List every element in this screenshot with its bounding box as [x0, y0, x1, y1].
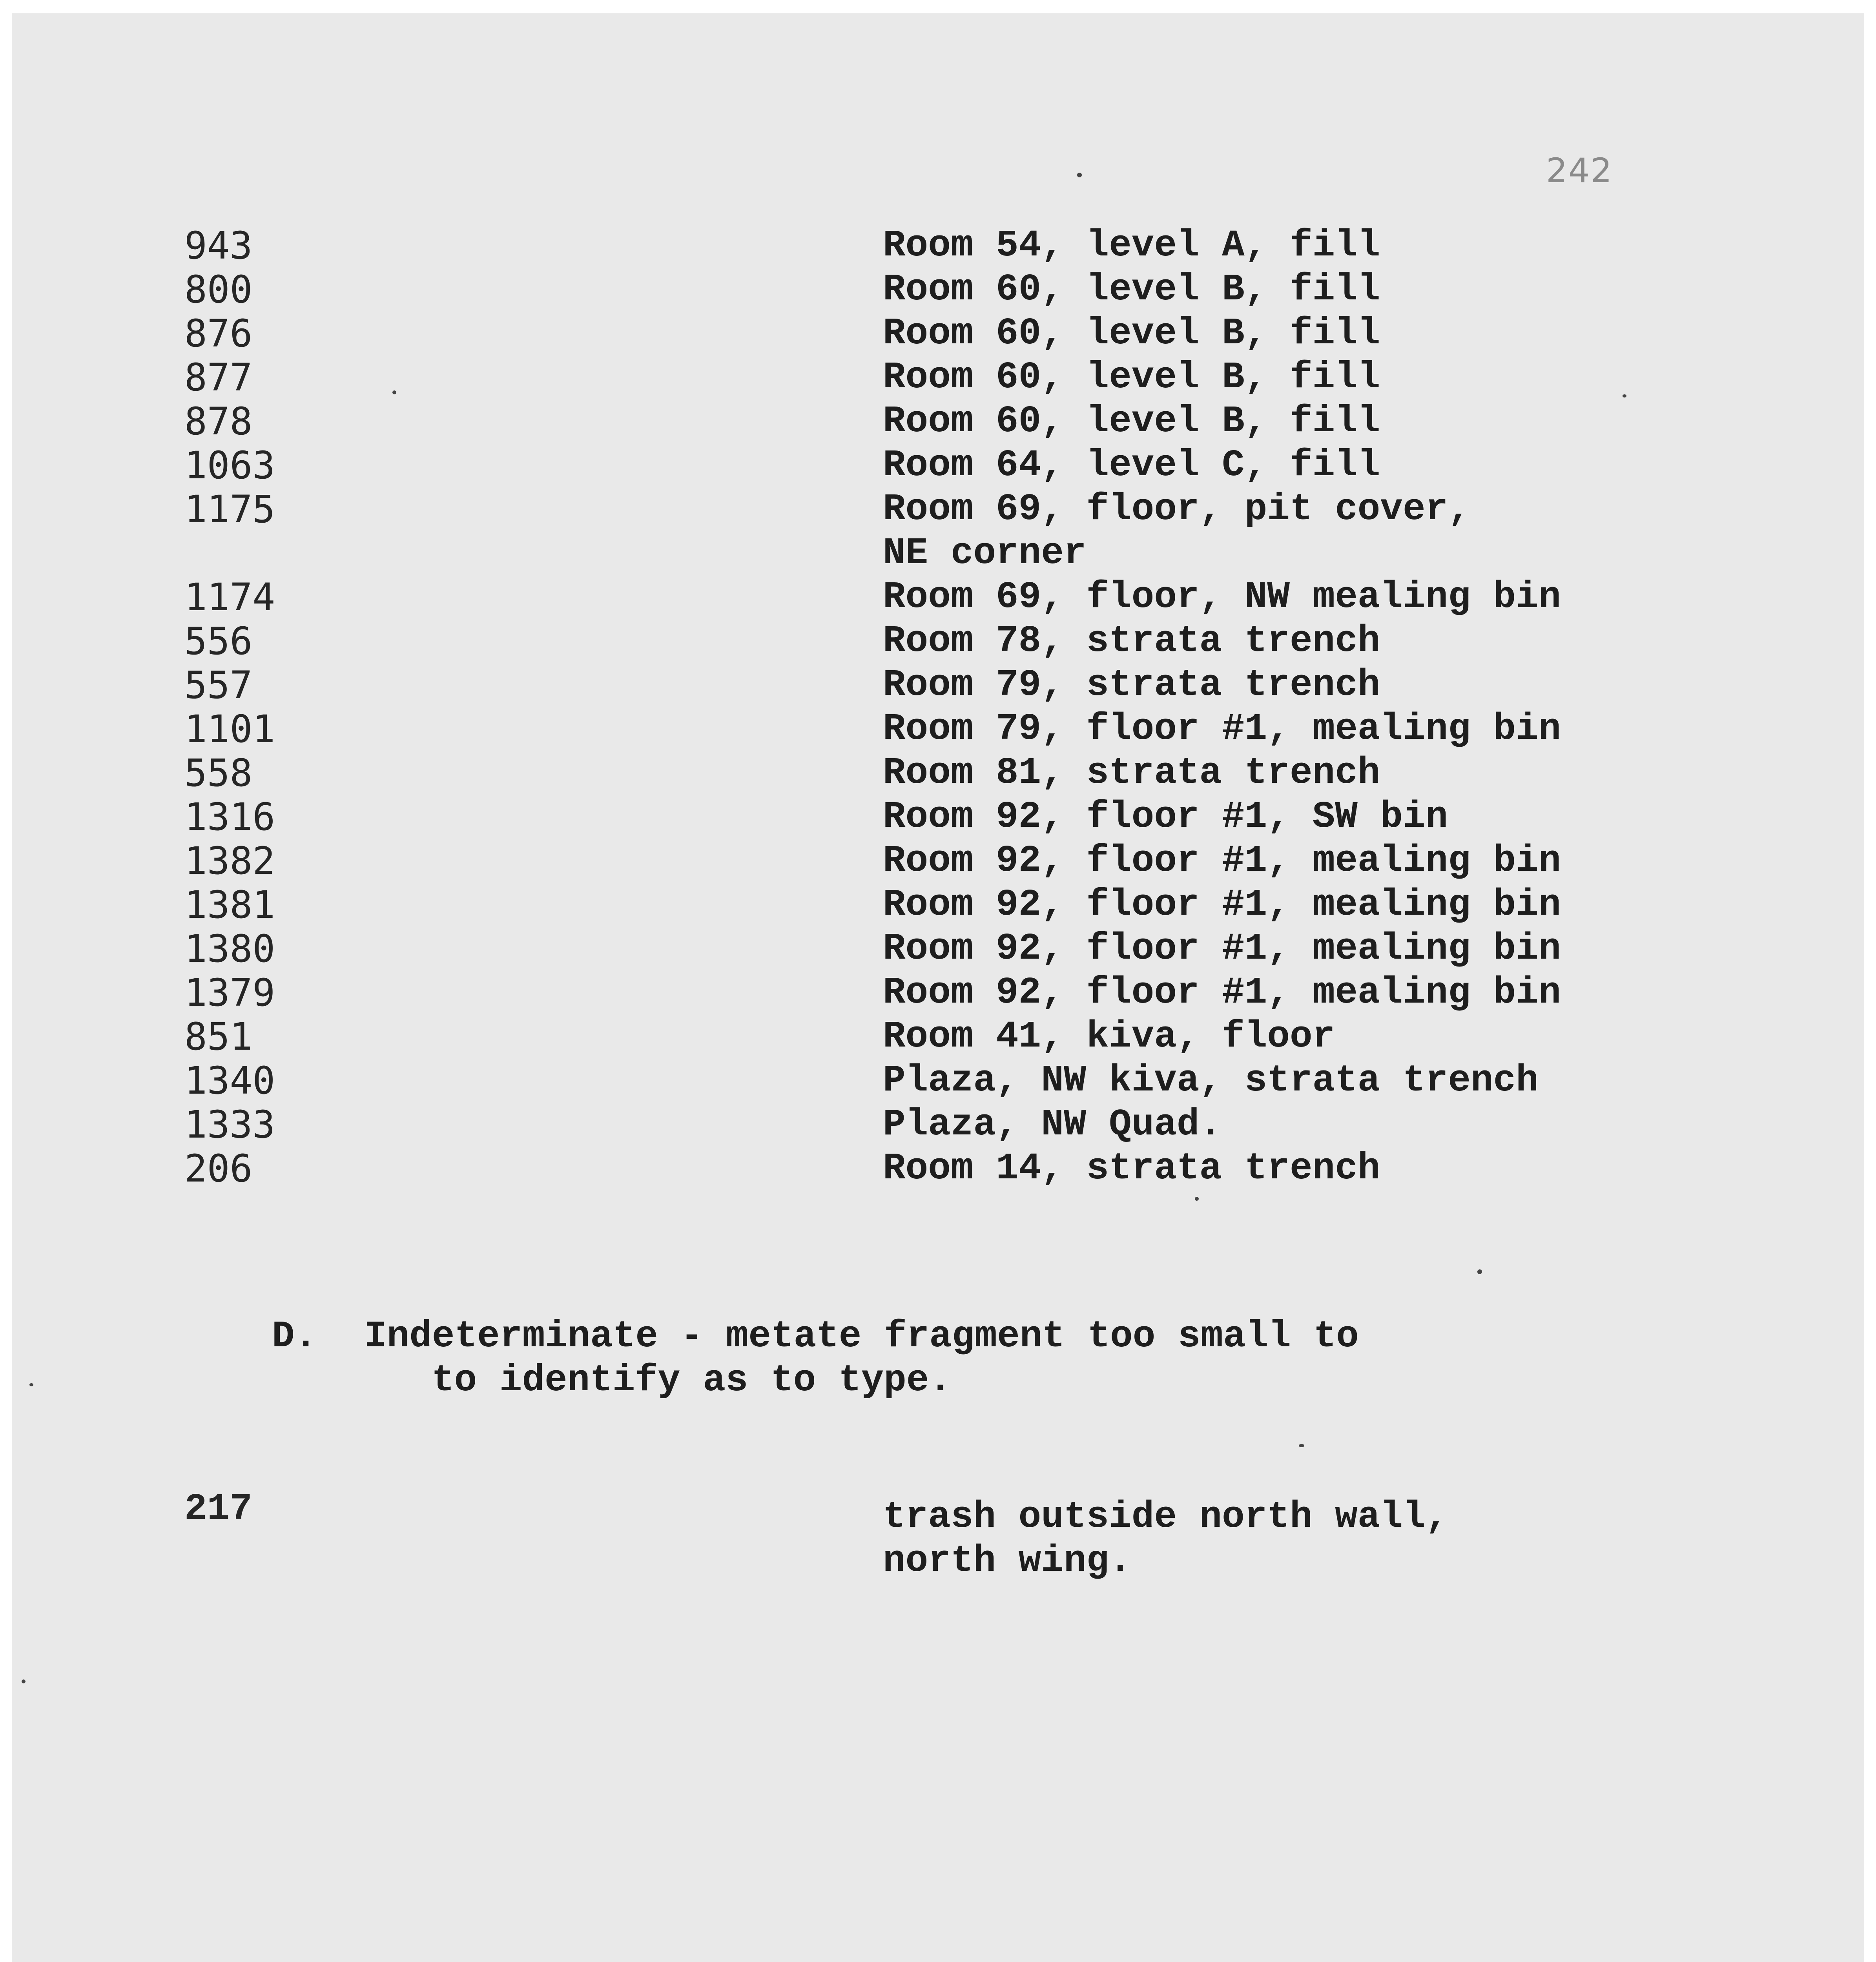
- specimen-location: Room 92, floor #1, mealing bin: [883, 927, 1561, 970]
- specimen-location: Room 69, floor, NW mealing bin: [883, 576, 1561, 618]
- list-item: [0, 575, 1876, 619]
- specimen-number: 1340: [184, 1059, 275, 1103]
- list-item: [0, 751, 1876, 795]
- list-item: [0, 839, 1876, 883]
- list-item: [0, 268, 1876, 312]
- section-title-line1: Indeterminate - metate fragment too small to: [364, 1315, 1359, 1358]
- specimen-location: Plaza, NW Quad.: [883, 1103, 1222, 1146]
- list-item: [0, 443, 1876, 487]
- paper-speck: [1299, 1444, 1304, 1447]
- specimen-location: Room 92, floor #1, SW bin: [883, 795, 1448, 838]
- specimen-number: 877: [184, 356, 253, 399]
- specimen-number: 557: [184, 663, 253, 707]
- specimen-number: 217: [184, 1488, 252, 1530]
- paper-speck: [22, 1679, 26, 1683]
- paper-speck: [1195, 1197, 1199, 1201]
- specimen-location: Room 92, floor #1, mealing bin: [883, 883, 1561, 926]
- specimen-location: Room 92, floor #1, mealing bin: [883, 839, 1561, 882]
- list-item-continuation: [0, 1531, 1876, 1582]
- list-item: [0, 883, 1876, 927]
- list-item: [0, 399, 1876, 443]
- specimen-number: 1380: [184, 927, 275, 971]
- list-item: [0, 1015, 1876, 1059]
- specimen-number: 1381: [184, 883, 275, 927]
- specimen-number: 800: [184, 268, 253, 312]
- specimen-location: Room 14, strata trench: [883, 1147, 1380, 1190]
- list-item: [0, 312, 1876, 356]
- paper-speck: [1623, 394, 1626, 398]
- list-item: [0, 663, 1876, 707]
- list-item: [0, 356, 1876, 399]
- specimen-location: Room 60, level B, fill: [883, 400, 1380, 443]
- specimen-number: 1382: [184, 839, 275, 883]
- specimen-number: 1174: [184, 575, 275, 619]
- specimen-number: 878: [184, 399, 253, 443]
- specimen-number: 1379: [184, 971, 275, 1015]
- specimen-location: Room 79, floor #1, mealing bin: [883, 707, 1561, 750]
- specimen-location-continued: north wing.: [883, 1539, 1132, 1582]
- list-item: [0, 927, 1876, 971]
- paper-speck: [1077, 173, 1082, 177]
- specimen-number: 876: [184, 312, 253, 356]
- specimen-location: Room 64, level C, fill: [883, 444, 1380, 487]
- list-item: [0, 1103, 1876, 1147]
- list-item: [0, 795, 1876, 839]
- list-item: [0, 707, 1876, 751]
- specimen-number: 206: [184, 1147, 253, 1191]
- specimen-location: Room 54, level A, fill: [883, 224, 1380, 267]
- page-number: 242: [1546, 151, 1613, 190]
- specimen-number: 1333: [184, 1103, 275, 1147]
- specimen-location: Room 81, strata trench: [883, 751, 1380, 794]
- list-item: [0, 1487, 1876, 1538]
- specimen-location: Room 78, strata trench: [883, 620, 1380, 662]
- section-heading: [272, 1315, 1359, 1358]
- section-title-line2: to identify as to type.: [432, 1359, 952, 1402]
- specimen-location-continued: NE corner: [883, 532, 1087, 574]
- specimen-location: trash outside north wall,: [883, 1495, 1448, 1538]
- specimen-location: Room 79, strata trench: [883, 664, 1380, 706]
- list-item: [0, 224, 1876, 268]
- specimen-location: Room 60, level B, fill: [883, 312, 1380, 355]
- paper-speck: [1477, 1269, 1482, 1274]
- paper-speck: [29, 1383, 33, 1386]
- list-item: [0, 487, 1876, 531]
- specimen-location: Plaza, NW kiva, strata trench: [883, 1059, 1539, 1102]
- list-item: [0, 1059, 1876, 1103]
- specimen-location: Room 60, level B, fill: [883, 268, 1380, 311]
- specimen-location: Room 92, floor #1, mealing bin: [883, 971, 1561, 1014]
- specimen-number: 851: [184, 1015, 253, 1059]
- specimen-location: Room 69, floor, pit cover,: [883, 488, 1471, 531]
- specimen-number: 943: [184, 224, 253, 268]
- list-item: [0, 971, 1876, 1015]
- section-letter: D.: [272, 1315, 317, 1358]
- list-item: [0, 1147, 1876, 1191]
- paper-speck: [392, 390, 396, 394]
- specimen-location: Room 60, level B, fill: [883, 356, 1380, 399]
- specimen-number: 1316: [184, 795, 275, 839]
- specimen-number: 1101: [184, 707, 275, 751]
- specimen-location: Room 41, kiva, floor: [883, 1015, 1335, 1058]
- specimen-number: 1063: [184, 443, 275, 487]
- specimen-number: 558: [184, 751, 253, 795]
- list-item-continuation: [0, 531, 1876, 575]
- list-item: [0, 619, 1876, 663]
- specimen-number: 556: [184, 619, 253, 663]
- specimen-number: 1175: [184, 487, 275, 531]
